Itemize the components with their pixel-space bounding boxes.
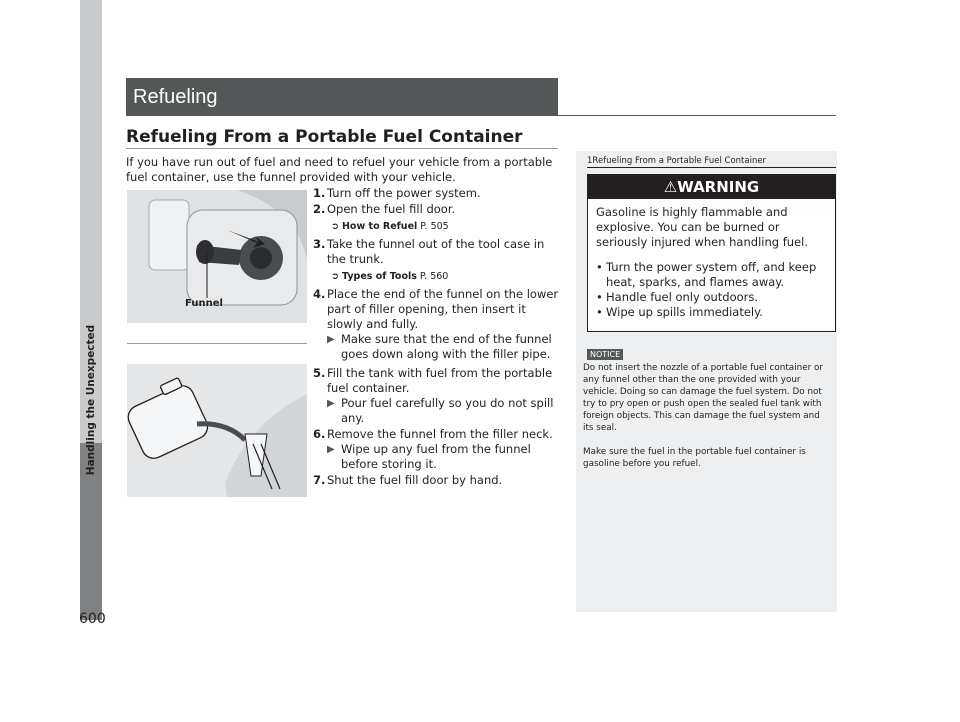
step-text: Place the end of the funnel on the lower part of filler opening, then insert it slowly and fully. [327,287,559,331]
reference-title: How to Refuel [341,221,418,232]
step-number: 1. [313,186,326,200]
side-label [79,300,103,500]
section-title: Refueling From a Portable Fuel Container [126,127,523,147]
step-4 [313,287,563,362]
chapter-title-bar [126,78,558,116]
step-text: Open the fuel fill door. [327,202,456,216]
triangle-bullet-icon: ▶ [327,444,335,455]
step-note [327,442,563,472]
warning-text: Gasoline is highly flammable and explosive. You can be burned or seriously injured when handling fuel. [596,205,808,249]
step-text: Remove the funnel from the filler neck. [327,427,553,441]
warning-box [587,174,836,332]
notice-text [583,362,831,482]
reference-arrow-icon: ➲ [331,271,342,282]
step-note [327,396,563,426]
step-6 [313,427,563,472]
cross-reference[interactable] [331,219,563,234]
warning-header [588,175,835,199]
step-note [327,332,563,362]
step-text: Turn off the power system. [327,186,481,200]
step-text: Shut the fuel fill door by hand. [327,473,503,487]
notice-paragraph: Make sure the fuel in the portable fuel container is gasoline before you refuel. [583,447,806,469]
step-5 [313,366,563,426]
step-3 [313,237,563,284]
warning-bullets [596,260,827,320]
funnel-photo [127,190,307,323]
warning-title: WARNING [677,178,760,196]
page-number: 600 [79,611,106,627]
reference-arrow-icon: ➲ [331,221,342,232]
step-text: Take the funnel out of the tool case in the trunk. [327,237,545,266]
funnel-label: Funnel [185,298,223,309]
step-number: 5. [313,366,326,380]
sidebar-heading [587,156,766,166]
triangle-bullet-icon: ▶ [327,398,335,409]
title-rule [558,115,836,116]
step-2 [313,202,563,234]
step-note-text: Wipe up any fuel from the funnel before storing it. [341,442,531,471]
steps-list [313,186,563,489]
warning-triangle-icon: ⚠ [663,178,678,196]
warning-bullet: • Handle fuel only outdoors. [596,290,827,305]
reference-title: Types of Tools [341,271,417,282]
step-7 [313,473,563,488]
side-label-text: Handling the Unexpected [85,324,97,476]
section-rule [126,148,558,149]
step-number: 3. [313,237,326,251]
step-1 [313,186,563,201]
step-number: 2. [313,202,326,216]
warning-body [588,199,835,320]
cross-reference[interactable] [331,269,563,284]
reference-arrow-icon: 1 [587,156,593,166]
notice-paragraph: Do not insert the nozzle of a portable fuel container or any funnel other than the one provided with your vehicle. Doing so can damage the fuel system. Do not try to pry open or push open the sealed fuel tank with foreign objects. This can damage the fuel system and its seal. [583,363,824,433]
reference-page: P. 560 [416,271,449,282]
notice-badge: NOTICE [587,349,623,360]
warning-bullet: • Turn the power system off, and keep heat, sparks, and flames away. [596,260,827,290]
step-number: 4. [313,287,326,301]
sidebar-heading-text: Refueling From a Portable Fuel Container [592,156,767,166]
step-number: 7. [313,473,326,487]
reference-page: P. 505 [417,221,449,232]
chapter-title: Refueling [133,86,218,108]
triangle-bullet-icon: ▶ [327,334,335,345]
step-note-text: Pour fuel carefully so you do not spill any. [341,396,554,425]
step-number: 6. [313,427,326,441]
sidebar-heading-rule [587,167,836,168]
step-text: Fill the tank with fuel from the portable fuel container. [327,366,553,395]
intro-text: If you have run out of fuel and need to refuel your vehicle from a portable fuel container, use the funnel provided with your vehicle. [126,155,553,184]
figure-divider [127,343,307,344]
step-note-text: Make sure that the end of the funnel goes down along with the filler pipe. [341,332,552,361]
warning-bullet: • Wipe up spills immediately. [596,305,827,320]
pour-fuel-illustration [127,364,307,497]
